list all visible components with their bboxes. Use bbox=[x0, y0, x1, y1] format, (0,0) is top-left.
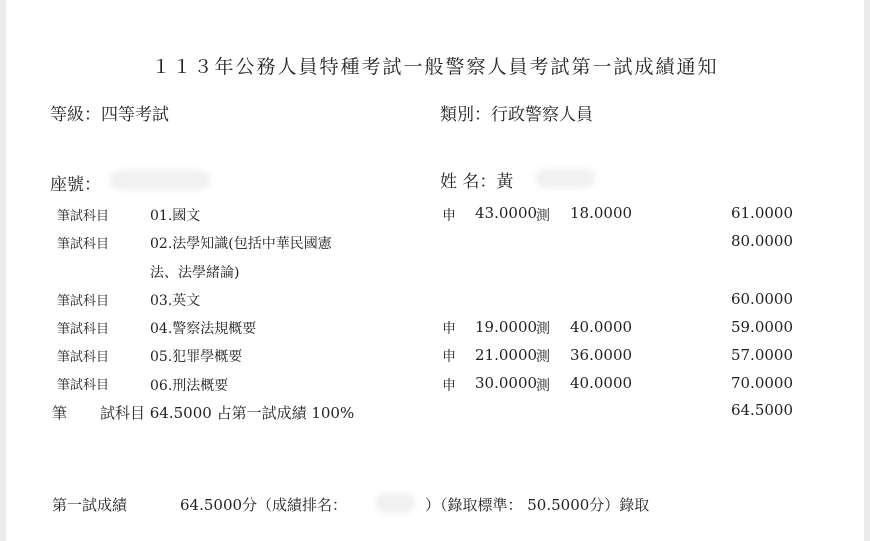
seat-redaction bbox=[110, 170, 210, 190]
name-redaction bbox=[535, 168, 595, 188]
summary-char: 筆 bbox=[52, 404, 68, 422]
row-test-label: 測 bbox=[536, 208, 550, 224]
row-total: 80.0000 bbox=[730, 232, 793, 250]
result-score: 64.5000分（成績排名： bbox=[180, 496, 348, 514]
row-subject: 06.刑法概要 bbox=[150, 378, 229, 394]
row-essay-label: 申 bbox=[442, 321, 456, 337]
row-test-score: 36.0000 bbox=[570, 346, 633, 364]
row-subject: 02.法學知識(包括中華民國憲 bbox=[150, 236, 332, 252]
category-label: 類別：行政警察人員 bbox=[440, 105, 593, 125]
row-essay-label: 申 bbox=[442, 378, 456, 394]
summary-text: 試科目 64.5000 占第一試成績 100% bbox=[100, 404, 355, 422]
row-type: 筆試科目 bbox=[57, 294, 110, 309]
row-type: 筆試科目 bbox=[57, 378, 110, 393]
row-subject: 04.警察法規概要 bbox=[150, 321, 257, 337]
row-total: 57.0000 bbox=[730, 346, 793, 364]
name-label: 姓 名：黃 bbox=[440, 172, 514, 192]
row-subject: 01.國文 bbox=[150, 208, 201, 224]
result-criteria: ）（錄取標準： 50.5000分）錄取 bbox=[425, 496, 650, 514]
row-subject: 03.英文 bbox=[150, 293, 201, 309]
page-left-edge bbox=[0, 0, 6, 541]
seat-label: 座號： bbox=[50, 175, 101, 195]
row-total: 70.0000 bbox=[730, 374, 793, 392]
row-test-label: 測 bbox=[536, 321, 550, 337]
row-test-label: 測 bbox=[536, 349, 550, 365]
row-type: 筆試科目 bbox=[57, 350, 110, 365]
row-type: 筆試科目 bbox=[57, 237, 110, 252]
row-total: 60.0000 bbox=[730, 290, 793, 308]
row-test-label: 測 bbox=[536, 378, 550, 394]
row-test-score: 40.0000 bbox=[570, 318, 633, 336]
row-test-score: 18.0000 bbox=[570, 204, 633, 222]
page-right-edge bbox=[864, 0, 870, 541]
row-essay-score: 19.0000 bbox=[475, 318, 538, 336]
level-label: 等級：四等考試 bbox=[50, 105, 169, 125]
row-type: 筆試科目 bbox=[57, 209, 110, 224]
row-test-score: 40.0000 bbox=[570, 374, 633, 392]
row-total: 59.0000 bbox=[730, 318, 793, 336]
row-essay-score: 30.0000 bbox=[475, 374, 538, 392]
summary-total: 64.5000 bbox=[730, 401, 793, 419]
rank-redaction bbox=[375, 493, 415, 513]
row-subject: 05.犯罪學概要 bbox=[150, 349, 243, 365]
result-label: 第一試成績 bbox=[52, 496, 128, 514]
row-subject-cont: 法、法學緒論) bbox=[150, 265, 240, 281]
row-essay-score: 21.0000 bbox=[475, 346, 538, 364]
row-essay-score: 43.0000 bbox=[475, 204, 538, 222]
row-essay-label: 申 bbox=[442, 349, 456, 365]
row-type: 筆試科目 bbox=[57, 322, 110, 337]
row-total: 61.0000 bbox=[730, 204, 793, 222]
notice-title: １１３年公務人員特種考試一般警察人員考試第一試成績通知 bbox=[151, 56, 719, 78]
row-essay-label: 申 bbox=[442, 208, 456, 224]
